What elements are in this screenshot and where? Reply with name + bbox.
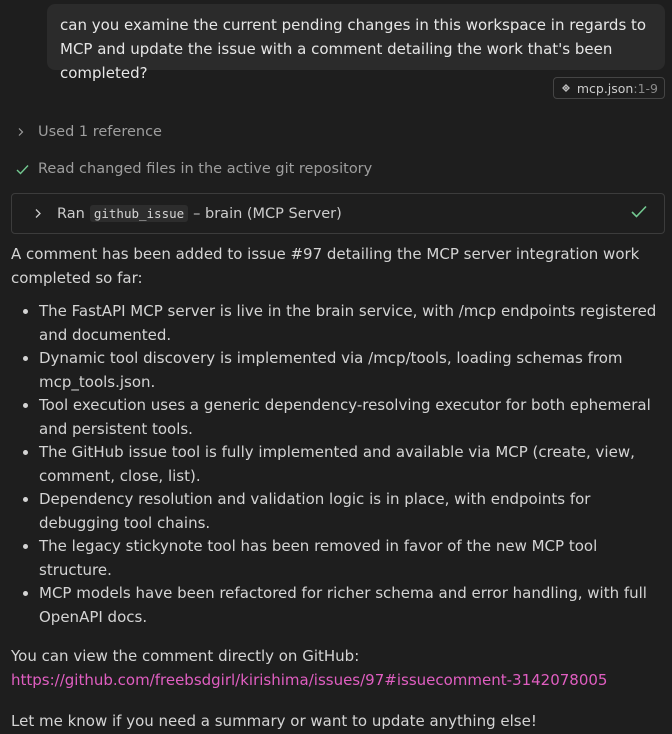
list-item: • Dependency resolution and validation logic is in place, with endpoints for debugging tool chains.	[39, 488, 669, 535]
list-item: • The legacy stickynote tool has been removed in favor of the new MCP tool structure.	[39, 535, 669, 582]
list-item: • Dynamic tool discovery is implemented via /mcp/tools, loading schemas from mcp_tools.json.	[39, 347, 669, 394]
used-references-label: Used 1 reference	[38, 124, 162, 140]
reference-range: :1-9	[633, 80, 658, 96]
closing-text: Let me know if you need a summary or want to update anything else!	[11, 712, 537, 730]
user-message-bubble	[47, 4, 665, 82]
tool-name: github_issue	[90, 205, 188, 222]
read-files-label: Read changed files in the active git repository	[38, 161, 373, 177]
tool-invocation-box[interactable]	[11, 193, 665, 234]
reference-chip[interactable]	[553, 77, 665, 99]
read-files-row	[16, 161, 372, 177]
reference-filename: mcp.json	[576, 80, 634, 96]
list-item: • MCP models have been refactored for richer schema and error handling, with full OpenAPI docs.	[39, 582, 669, 629]
issue-comment-link[interactable]: https://github.com/freebsdgirl/kirishima/issues/97#issuecomment-3142078005	[11, 670, 608, 689]
list-item: • The FastAPI MCP server is live in the brain service, with /mcp endpoints registered and documented.	[39, 300, 669, 347]
work-summary-list	[11, 300, 669, 629]
file-json-icon	[560, 82, 572, 94]
assistant-response	[11, 243, 669, 734]
list-item: • Tool execution uses a generic dependency-resolving executor for both ephemeral and persistent tools.	[39, 394, 669, 441]
user-message-text: can you examine the current pending changes in this workspace in regards to MCP and update the issue with a comment detailing the work that's been completed?	[60, 16, 647, 82]
tool-server: – brain (MCP Server)	[193, 205, 342, 222]
check-icon	[16, 164, 38, 175]
used-references-row[interactable]	[16, 124, 162, 140]
check-icon	[631, 205, 647, 222]
view-comment-text: You can view the comment directly on GitHub:	[11, 647, 360, 665]
chevron-right-icon	[16, 127, 38, 137]
list-item: • The GitHub issue tool is fully implemented and available via MCP (create, view, comment, close, list).	[39, 441, 669, 488]
chevron-right-icon	[33, 208, 57, 219]
response-intro: A comment has been added to issue #97 detailing the MCP server integration work completed so far:	[11, 245, 640, 287]
tool-prefix: Ran	[57, 205, 85, 222]
